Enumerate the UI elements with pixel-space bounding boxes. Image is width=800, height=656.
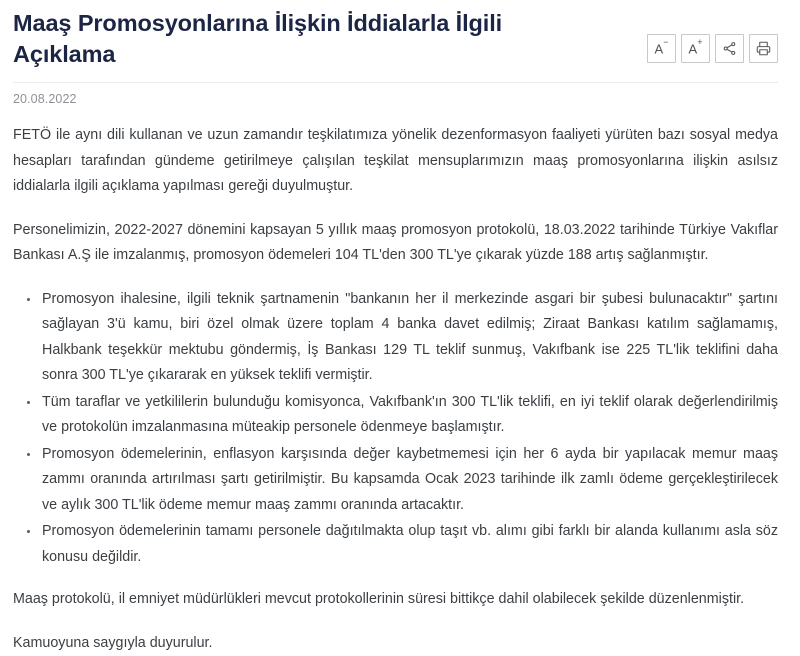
- increase-font-letter: A: [689, 42, 698, 57]
- decrease-font-sign: −: [663, 37, 668, 47]
- share-icon: [722, 41, 737, 56]
- decrease-font-size-button[interactable]: [647, 34, 676, 63]
- list-item: Tüm taraflar ve yetkililerin bulunduğu komisyonca, Vakıfbank'ın 300 TL'lik teklifi, en iyi teklif olarak değerlendirilmiş ve protokolün imzalanmasına müteakip personele ödenmeye başlamıştır.: [13, 390, 778, 441]
- header-divider: [13, 82, 778, 83]
- print-button[interactable]: [749, 34, 778, 63]
- increase-font-size-button[interactable]: [681, 34, 710, 63]
- font-decrease-icon: [655, 41, 669, 55]
- article-toolbar: [647, 34, 778, 63]
- paragraph-intro: FETÖ ile aynı dili kullanan ve uzun zamandır teşkilatımıza yönelik dezenformasyon faaliyeti yürüten bazı sosyal medya hesapları tarafından gündeme getirilmeye çalışılan teşkilat mensuplarımızın maaş promosyonlarına ilişkin asılsız iddialarla ilgili açıklama yapılması gereği duyulmuştur.: [13, 123, 778, 200]
- list-item: Promosyon ödemelerinin, enflasyon karşısında değer kaybetmemesi için her 6 ayda bir yapılacak memur maaş zammı oranında artırılması şartı getirilmiştir. Bu kapsamda Ocak 2023 tarihinde ilk zamlı ödeme gerçekleştirilecek ve aylık 300 TL'lik ödeme memur maaş zammı oranında artacaktır.: [13, 442, 778, 519]
- paragraph-protocol: Personelimizin, 2022-2027 dönemini kapsayan 5 yıllık maaş promosyon protokolü, 18.03.2022 tarihinde Türkiye Vakıflar Bankası A.Ş ile imzalanmış, promosyon ödemeleri 104 TL'den 300 TL'ye çıkarak yüzde 188 artış sağlanmıştır.: [13, 218, 778, 269]
- list-item: Promosyon ödemelerinin tamamı personele dağıtılmakta olup taşıt vb. alımı gibi farklı bir alanda kullanımı asla söz konusu değildir.: [13, 519, 778, 570]
- font-increase-icon: [689, 41, 703, 55]
- increase-font-sign: +: [697, 37, 702, 47]
- print-icon: [756, 41, 771, 56]
- article-body: [13, 123, 778, 656]
- paragraph-closing: Kamuoyuna saygıyla duyurulur.: [13, 631, 778, 656]
- page-title: Maaş Promosyonlarına İlişkin İddialarla İlgili Açıklama: [13, 8, 573, 70]
- publish-date: 20.08.2022: [13, 91, 778, 107]
- article-bullet-list: [13, 287, 778, 571]
- article-header: [13, 0, 778, 72]
- share-button[interactable]: [715, 34, 744, 63]
- decrease-font-letter: A: [655, 42, 664, 57]
- list-item: Promosyon ihalesine, ilgili teknik şartnamenin "bankanın her il merkezinde asgari bir şubesi bulunacaktır" şartını sağlayan 3'ü kamu, biri özel olmak üzere toplam 4 banka davet edilmiş; Ziraat Bankası katılım sağlamamış, Halkbank teşekkür mektubu göndermiş, İş Bankası 129 TL teklif sunmuş, Vakıfbank ise 225 TL'lik teklifini daha sonra 300 TL'ye çıkararak en yüksek teklifi vermiştir.: [13, 287, 778, 389]
- paragraph-scope: Maaş protokolü, il emniyet müdürlükleri mevcut protokollerinin süresi bittikçe dahil olabilecek şekilde düzenlenmiştir.: [13, 587, 778, 613]
